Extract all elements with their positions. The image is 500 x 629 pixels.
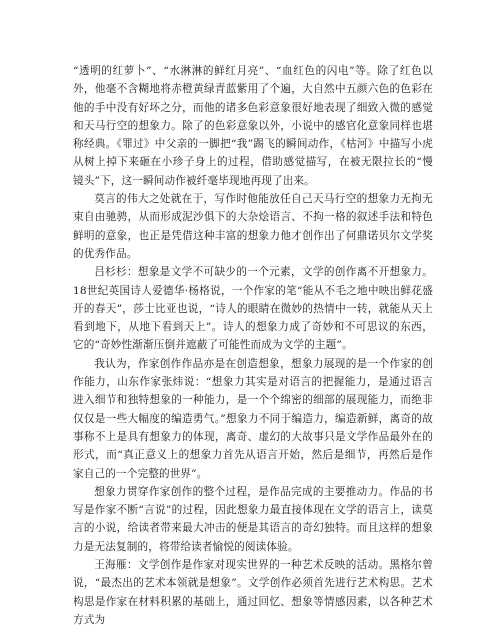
paragraph: “透明的红萝卜”、“水淋淋的鲜红月亮”、“血红色的闪电”等。除了红色以外，他毫不含糊地将赤橙黄绿青蓝紫用了个遍，大自然中五颜六色的色彩在他的手中没有好坏之分，而他的诸多色彩意象很好地表现了细致入微的感觉和天马行空的想象力。除了的色彩意象以外，小说中的感官化意象同样也堪称经典。《罪过》中父亲的一脚把“我”踢飞的瞬间动作，《枯河》中描写小虎从树上掉下来砸在小珍子身上的过程，借助感觉描写，在被无限拉长的“慢镜头”下，这一瞬间动作被纤毫毕现地再现了出来。 [73, 65, 433, 187]
paragraph: 吕杉杉：想象是文学不可缺少的一个元素，文学的创作离不开想象力。18世纪英国诗人爱德华·杨格说，一个作家的笔“能从不毛之地中映出鲜花盛开的春天”，莎士比亚也说，“诗人的眼睛在微妙的热情中一转，就能从天上看到地下，从地下看到天上”。诗人的想象力成了奇妙和不可思议的东西，它的“奇妙性渐渐压倒并遮蔽了可能性而成为文学的主题”。 [73, 266, 433, 352]
paragraph: 莫言的伟大之处就在于，写作时他能放任自己天马行空的想象力无拘无束自由驰骋，从而形成泥沙俱下的大杂烩语言、不拘一格的叙述手法和特色鲜明的意象，也正是凭借这种丰富的想象力他才创作出了何鼎诺贝尔文学奖的优秀作品。 [73, 193, 433, 260]
paragraph: 想象力贯穿作家创作的整个过程，是作品完成的主要推动力。作品的书写是作家不断“言说”的过程，因此想象力最直接体现在文学的语言上，读莫言的小说，给读者带来最大冲击的便是其语言的奇幻独特。而且这样的想象力是无法复制的，将带给读者愉悦的阅读体验。 [73, 485, 433, 553]
paragraph: 王海雁：文学创作是作家对现实世界的一种艺术反映的活动。黑格尔曾说，“最杰出的艺术本领就是想象”。文学创作必须首先进行艺术构思。艺术构思是作家在材料积累的基础上，通过回忆、想象等情感因素，以各种艺术方式为 [73, 559, 433, 626]
paragraph: 我认为，作家创作作品亦是在创造想象，想象力展现的是一个作家的创作能力，山东作家张炜说：“想象力其实是对语言的把握能力，是通过语言进入细节和独特想象的一种能力，是一个个绵密的细部的展现能力，而绝非仅仅是一些大幅度的编造勇气。”想象力不同于编造力，编造新鲜，离奇的故事称不上是具有想象力的体现，离奇、虚幻的大故事只是文学作品最外在的形式，而“真正意义上的想象力首先从语言开始，然后是细节，再然后是作家自己的一个完整的世界”。 [73, 357, 433, 480]
document-page [73, 62, 433, 629]
